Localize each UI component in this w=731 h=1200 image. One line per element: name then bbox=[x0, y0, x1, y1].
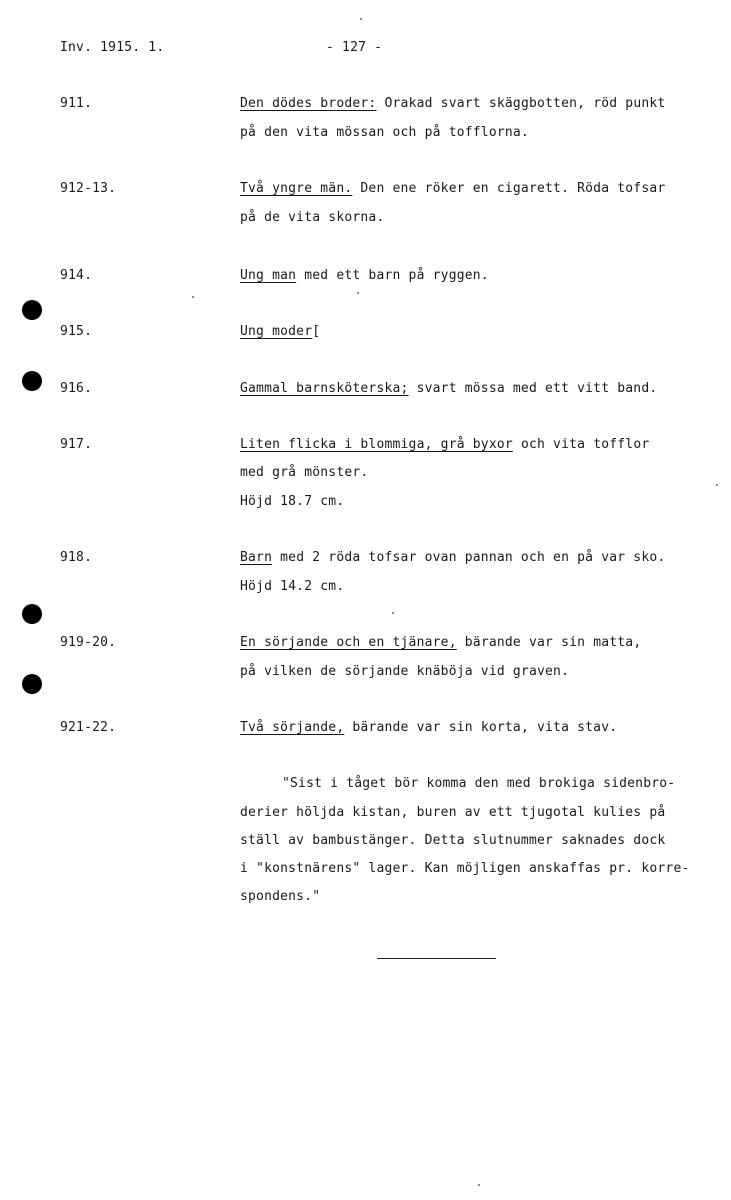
entry-number: 918. bbox=[60, 550, 93, 565]
entry-title: Två sörjande, bbox=[240, 720, 345, 735]
entry-line bbox=[240, 324, 320, 340]
entry-line bbox=[240, 550, 665, 566]
entry-text: [ bbox=[312, 324, 321, 339]
entry-text: Höjd 18.7 cm. bbox=[240, 494, 345, 509]
entry-title: Liten flicka i blommiga, grå byxor bbox=[240, 437, 513, 452]
entry-title: En sörjande och en tjänare, bbox=[240, 635, 457, 650]
entry-title: Barn bbox=[240, 550, 273, 565]
scan-speck bbox=[392, 612, 394, 614]
entry-line bbox=[240, 720, 617, 736]
entry-text: på de vita skorna. bbox=[240, 210, 385, 225]
page-number: - 127 - bbox=[326, 40, 383, 55]
scan-speck bbox=[478, 1184, 480, 1186]
binder-hole bbox=[22, 371, 42, 391]
entry-text: svart mössa med ett vitt band. bbox=[408, 381, 658, 396]
binder-hole bbox=[22, 604, 42, 624]
quote-line: "Sist i tåget bör komma den med brokiga sidenbro- bbox=[282, 776, 676, 791]
entry-number: 919-20. bbox=[60, 635, 117, 650]
entry-text: med grå mönster. bbox=[240, 465, 369, 480]
scan-speck bbox=[716, 484, 718, 486]
entry-line bbox=[240, 181, 665, 197]
entry-text: på den vita mössan och på tofflorna. bbox=[240, 125, 529, 140]
quote-line: spondens." bbox=[240, 889, 321, 904]
entry-text: på vilken de sörjande knäböja vid graven. bbox=[240, 664, 570, 679]
entry-number: 916. bbox=[60, 381, 93, 396]
entry-text: med ett barn på ryggen. bbox=[296, 268, 489, 283]
entry-text: bärande var sin korta, vita stav. bbox=[344, 720, 618, 735]
binder-hole bbox=[22, 300, 42, 320]
entry-number: 917. bbox=[60, 437, 93, 452]
entry-text: Den ene röker en cigarett. Röda tofsar bbox=[352, 181, 666, 196]
entry-line bbox=[240, 381, 657, 397]
entry-text: Orakad svart skäggbotten, röd punkt bbox=[376, 96, 666, 111]
quote-line: ställ av bambustänger. Detta slutnummer saknades dock bbox=[240, 833, 666, 848]
entry-text: och vita tofflor bbox=[512, 437, 650, 452]
scan-speck bbox=[192, 296, 194, 298]
entry-number: 912-13. bbox=[60, 181, 117, 196]
entry-title: Den dödes broder: bbox=[240, 96, 377, 111]
entry-line bbox=[240, 268, 489, 284]
quote-line: derier höljda kistan, buren av ett tjugotal kulies på bbox=[240, 805, 666, 820]
scan-speck bbox=[360, 18, 362, 20]
inventory-label: Inv. 1915. 1. bbox=[60, 40, 165, 55]
entry-title: Ung man bbox=[240, 268, 297, 283]
entry-text: med 2 röda tofsar ovan pannan och en på var sko. bbox=[272, 550, 666, 565]
entry-title: Ung moder bbox=[240, 324, 313, 339]
entry-number: 921-22. bbox=[60, 720, 117, 735]
entry-line bbox=[240, 96, 665, 112]
entry-number: 911. bbox=[60, 96, 93, 111]
closing-rule bbox=[377, 958, 496, 959]
entry-number: 915. bbox=[60, 324, 93, 339]
entry-line bbox=[240, 437, 649, 453]
entry-number: 914. bbox=[60, 268, 93, 283]
quote-line: i "konstnärens" lager. Kan möjligen anskaffas pr. korre- bbox=[240, 861, 690, 876]
entry-text: bärande var sin matta, bbox=[456, 635, 642, 650]
entry-line bbox=[240, 635, 641, 651]
scan-speck bbox=[357, 292, 359, 294]
entry-title: Gammal barnsköterska; bbox=[240, 381, 409, 396]
entry-title: Två yngre män. bbox=[240, 181, 353, 196]
binder-hole bbox=[22, 674, 42, 694]
entry-text: Höjd 14.2 cm. bbox=[240, 579, 345, 594]
